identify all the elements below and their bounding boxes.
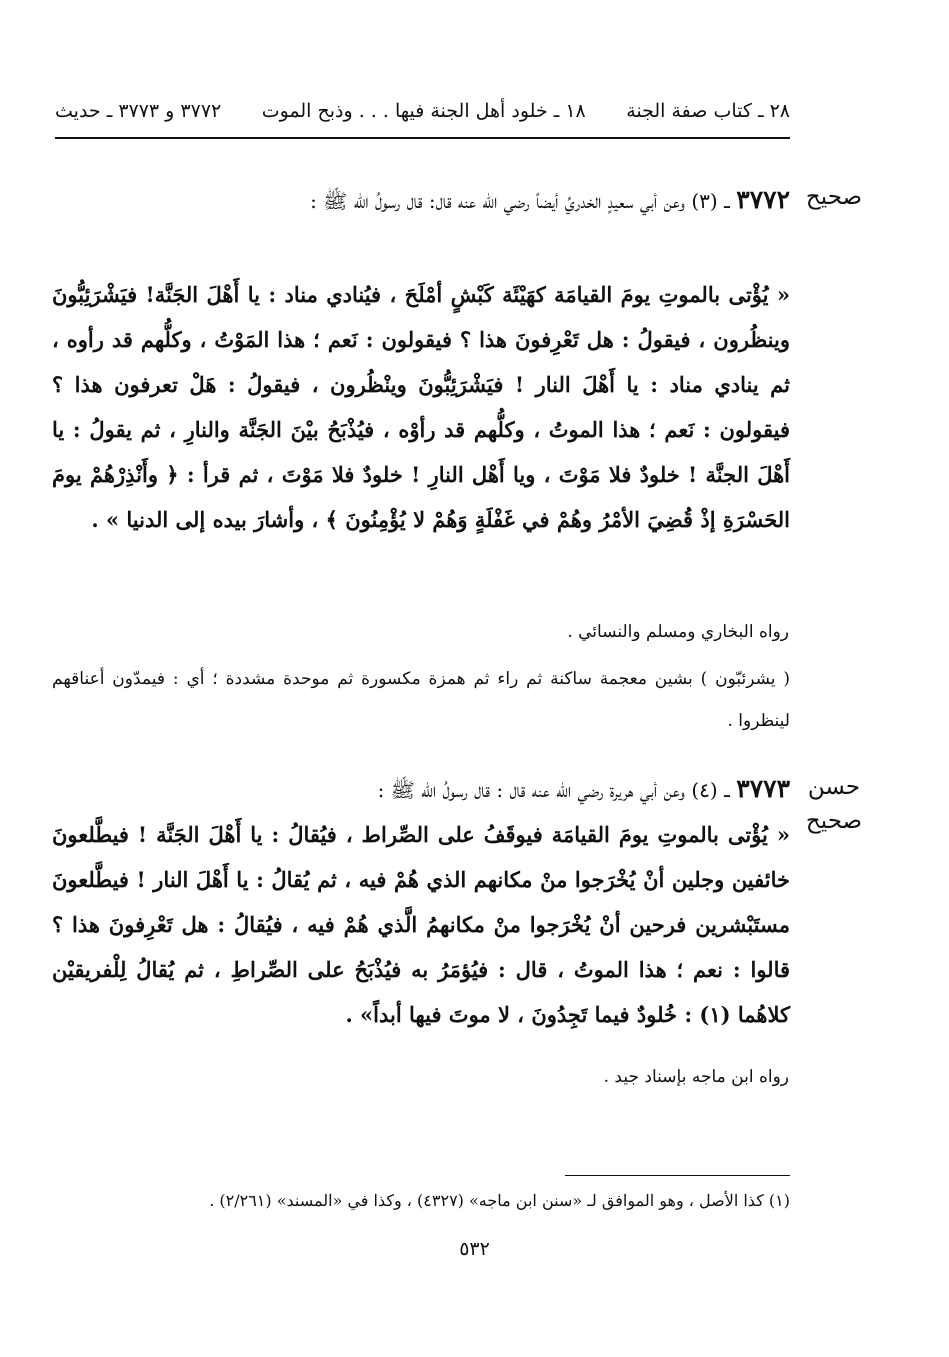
running-header xyxy=(55,96,790,126)
page-number: ٥٣٢ xyxy=(459,1238,490,1260)
hadith-note: ( يشرئبّون ) بشين معجمة ساكنة ثم راء ثم همزة مكسورة ثم موحدة مشددة ؛ أي : فيمدّون أعناقهم لينظروا . xyxy=(52,669,790,731)
header-section: ١٨ ـ خلود أهل الجنة فيها . . . وذبح الموت xyxy=(261,100,586,122)
footnote-rule xyxy=(565,1175,790,1176)
hadith-grade: صحيح xyxy=(805,184,863,210)
hadith-number: ٣٧٧٣ xyxy=(736,774,790,803)
hadith-source: رواه ابن ماجه بإسناد جيد . xyxy=(603,1067,789,1087)
footnote: (١) كذا الأصل ، وهو الموافق لـ «سنن ابن ماجه» (٤٣٢٧) ، وكذا في «المسند» (٢/٢٦١) . xyxy=(209,1191,790,1210)
header-rule xyxy=(55,137,790,139)
hadith-intro-text: ـ (٣) وعن أبي سعيدٍ الخدريِّ أيضاً رضي الله عنه قال: قال رسولُ الله ﷺ : xyxy=(310,189,730,213)
header-hadith-range: ٣٧٧٢ و ٣٧٧٣ ـ حديث xyxy=(55,100,222,122)
hadith-number: ٣٧٧٢ xyxy=(736,185,790,214)
hadith-source: رواه البخاري ومسلم والنسائي . xyxy=(567,622,789,642)
hadith-intro xyxy=(52,764,790,815)
hadith-intro-text: ـ (٤) وعن أبي هريرة رضي الله عنه قال : قال رسولُ الله ﷺ : xyxy=(377,778,730,802)
hadith-text: « يُؤْتى بالموتِ يومَ القيامَة فيوقَفُ على الصِّراط ، فيُقالُ : يا أَهْلَ الجَنَّة ! فيطَّلعونَ خائفين وجلين أنْ يُخْرَجوا منْ مكانهم الذي هُمْ فيه ، ثم يُقالُ : يا أَهْلَ النار ! فيطَّلعونَ مستَبْشرين فرحين أنْ يُخْرَجوا منْ مكانهمُ الَّذي هُمْ فيه ، فيُقالُ : هل تَعْرِفونَ هذا ؟ قالوا : نعم ؛ هذا الموتُ ، قال : فيُؤمَرُ به فيُذْبَحُ على الصِّراطِ ، ثم يُقالُ لِلْفريقيْن كلاهُما (١) : خُلودٌ فيما تَجِدُونَ ، لا موتَ فيها أبداً» . xyxy=(52,822,790,1027)
hadith-text: « يُؤْتى بالموتِ يومَ القيامَة كهَيْئَة كَبْشٍ أمْلَحَ ، فيُنادي مناد : يا أَهْلَ الجَنَّة! فيَشْرَئِبُّونَ وينظُرون ، فيقولُ : هل تَعْرِفونَ هذا ؟ فيقولون : نَعم ؛ هذا المَوْتُ ، وكلُّهم قد رأوه ، ثم ينادي مناد : يا أَهْلَ النار ! فيَشْرَئِبُّونَ وينْظُرون ، فيقولُ : هَلْ تعرفون هذا ؟ فيقولون : نَعم ؛ هذا الموتُ ، وكلُّهم قد رأوْه ، فيُذْبَحُ بيْنَ الجَنَّة والنارِ ، ثم يقولُ : يا أَهْلَ الجنَّة ! خلودٌ فلا مَوْتَ ، ويا أَهْل النارِ ! خلودٌ فلا مَوْتَ ، ثم قرأ : ﴿ وأَنْذِرْهُمْ يومَ الحَسْرَةِ إذْ قُضِيَ الأمْرُ وهُمْ في غَفْلَةٍ وَهُمْ لا يُؤْمِنُونَ ﴾ ، وأشارَ بيده إلى الدنيا » . xyxy=(52,282,791,532)
hadith-intro xyxy=(52,175,790,226)
header-chapter: ٢٨ ـ كتاب صفة الجنة xyxy=(626,100,790,122)
hadith-grade: حسن صحيح xyxy=(805,774,863,834)
